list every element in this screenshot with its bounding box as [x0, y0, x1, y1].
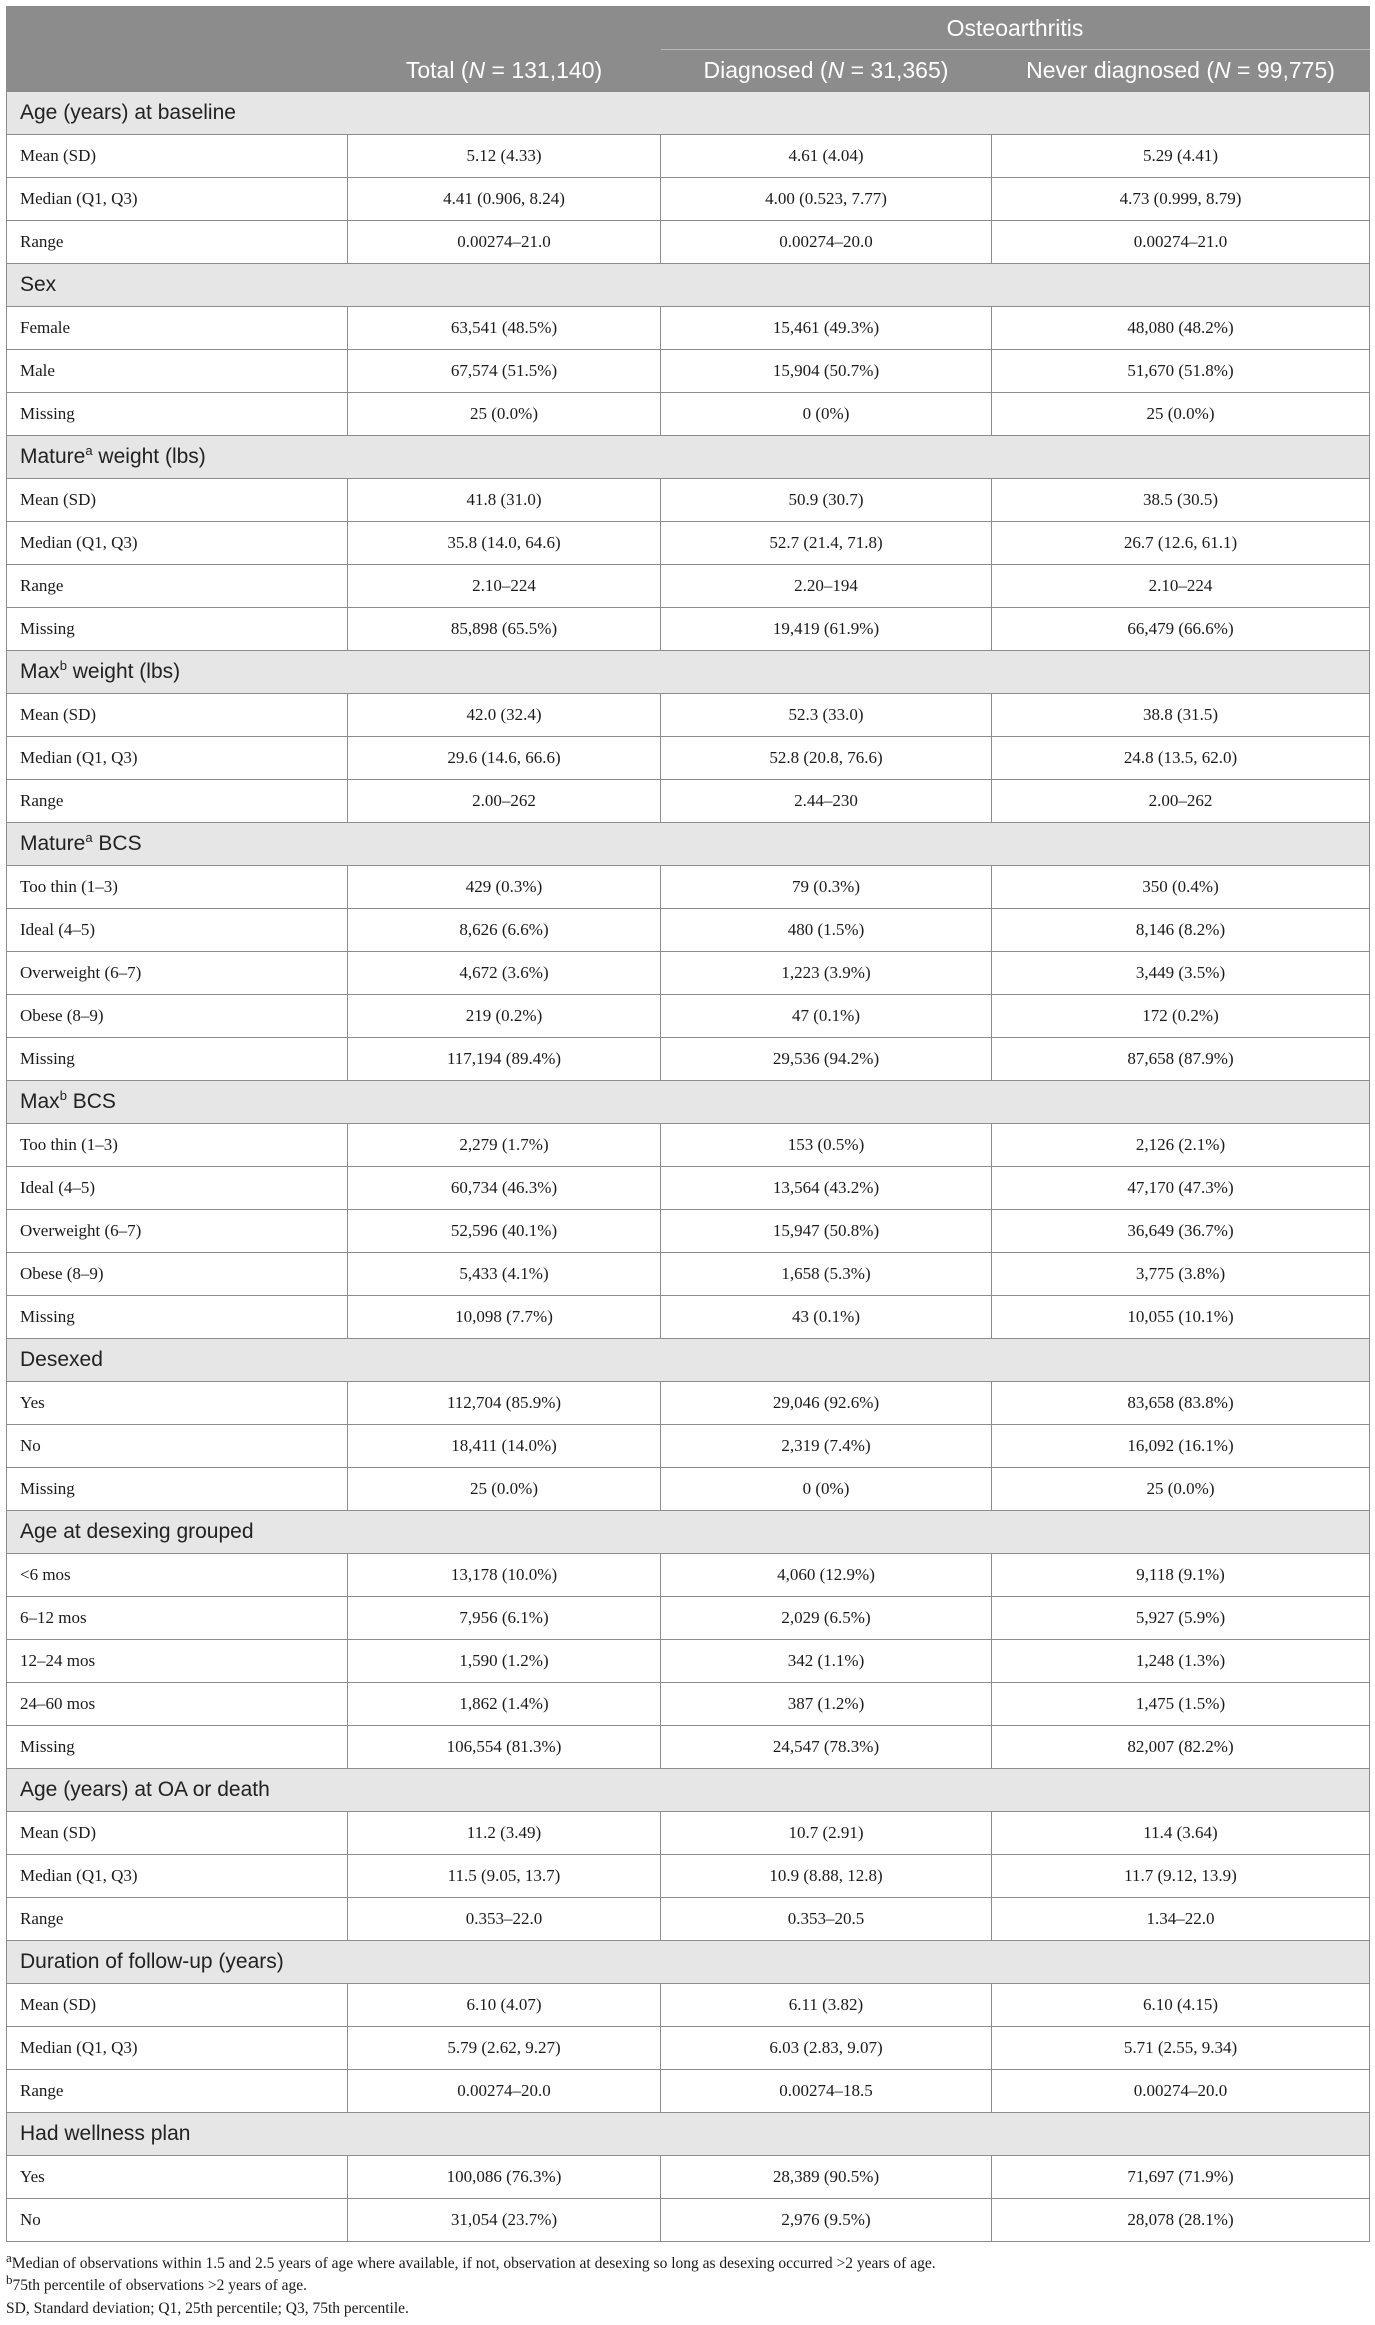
cell-diagnosed: 1,223 (3.9%): [661, 952, 992, 995]
section-header-row: [7, 1081, 1370, 1124]
cell-never-diagnosed: 38.5 (30.5): [992, 479, 1370, 522]
cell-total: 31,054 (23.7%): [348, 2199, 661, 2242]
cell-never-diagnosed: 2.00–262: [992, 780, 1370, 823]
cell-never-diagnosed: 82,007 (82.2%): [992, 1726, 1370, 1769]
section-header-row: [7, 651, 1370, 694]
section-title: [7, 651, 1370, 694]
table-row: [7, 780, 1370, 823]
section-header-row: [7, 92, 1370, 135]
cell-diagnosed: 4.00 (0.523, 7.77): [661, 178, 992, 221]
section-header-row: [7, 1511, 1370, 1554]
row-label: No: [7, 2199, 348, 2242]
header-never-diagnosed: Never diagnosed (N = 99,775): [992, 50, 1370, 92]
cell-never-diagnosed: 16,092 (16.1%): [992, 1425, 1370, 1468]
cell-diagnosed: 43 (0.1%): [661, 1296, 992, 1339]
table-row: [7, 1554, 1370, 1597]
header-total: Total (N = 131,140): [348, 50, 661, 92]
cell-diagnosed: 13,564 (43.2%): [661, 1167, 992, 1210]
footnote-abbreviations: SD, Standard deviation; Q1, 25th percentile; Q3, 75th percentile.: [6, 2300, 409, 2317]
cell-never-diagnosed: 350 (0.4%): [992, 866, 1370, 909]
cell-diagnosed: 0.00274–18.5: [661, 2070, 992, 2113]
row-label: Missing: [7, 1726, 348, 1769]
section-title-text: Desexed: [20, 1348, 103, 1371]
cell-total: 25 (0.0%): [348, 1468, 661, 1511]
cell-diagnosed: 2.44–230: [661, 780, 992, 823]
row-label: Yes: [7, 2156, 348, 2199]
table-row: [7, 2156, 1370, 2199]
cell-total: 29.6 (14.6, 66.6): [348, 737, 661, 780]
cell-never-diagnosed: 1.34–22.0: [992, 1898, 1370, 1941]
table-row: [7, 1210, 1370, 1253]
header-n-letter: N: [827, 57, 845, 83]
footnote-b-mark: b: [6, 2271, 13, 2287]
row-label: Obese (8–9): [7, 1253, 348, 1296]
section-title: [7, 823, 1370, 866]
cell-never-diagnosed: 10,055 (10.1%): [992, 1296, 1370, 1339]
row-label: Missing: [7, 1468, 348, 1511]
footnote-a: [6, 2249, 936, 2273]
cell-never-diagnosed: 4.73 (0.999, 8.79): [992, 178, 1370, 221]
section-title-rest: weight (lbs): [92, 445, 206, 468]
header-row-group: [7, 7, 1370, 50]
cell-total: 219 (0.2%): [348, 995, 661, 1038]
cell-total: 0.353–22.0: [348, 1898, 661, 1941]
cell-total: 60,734 (46.3%): [348, 1167, 661, 1210]
header-n-letter: N: [1214, 57, 1231, 83]
cell-diagnosed: 4,060 (12.9%): [661, 1554, 992, 1597]
table-row: [7, 1468, 1370, 1511]
table-row: [7, 393, 1370, 436]
cell-never-diagnosed: 87,658 (87.9%): [992, 1038, 1370, 1081]
row-label: Male: [7, 350, 348, 393]
cell-never-diagnosed: 36,649 (36.7%): [992, 1210, 1370, 1253]
row-label: Ideal (4–5): [7, 909, 348, 952]
cell-total: 2.10–224: [348, 565, 661, 608]
header-n-letter: N: [468, 57, 486, 83]
table-body: [7, 92, 1370, 2242]
cell-never-diagnosed: 3,449 (3.5%): [992, 952, 1370, 995]
footnote-b: [6, 2271, 308, 2295]
cell-diagnosed: 480 (1.5%): [661, 909, 992, 952]
cell-total: 112,704 (85.9%): [348, 1382, 661, 1425]
section-title-text: Age (years) at baseline: [20, 101, 236, 124]
footnote-b-text: 75th percentile of observations >2 years of age.: [12, 2277, 308, 2294]
section-title-text: Max: [20, 1090, 60, 1113]
row-label: Missing: [7, 1296, 348, 1339]
section-title-text: Duration of follow-up (years): [20, 1950, 284, 1973]
row-label: Mean (SD): [7, 1812, 348, 1855]
table-row: [7, 952, 1370, 995]
cell-diagnosed: 47 (0.1%): [661, 995, 992, 1038]
section-title-text: Sex: [20, 273, 57, 296]
row-label: Range: [7, 565, 348, 608]
section-header-row: [7, 823, 1370, 866]
section-header-row: [7, 436, 1370, 479]
row-label: Median (Q1, Q3): [7, 737, 348, 780]
cell-diagnosed: 153 (0.5%): [661, 1124, 992, 1167]
section-title-footnote-mark: a: [85, 443, 93, 458]
cell-total: 4.41 (0.906, 8.24): [348, 178, 661, 221]
table-row: [7, 1726, 1370, 1769]
section-title-rest: BCS: [66, 1090, 116, 1113]
header-diagnosed-n: 31,365: [870, 57, 941, 83]
row-label: <6 mos: [7, 1554, 348, 1597]
row-label: Range: [7, 1898, 348, 1941]
cell-total: 11.2 (3.49): [348, 1812, 661, 1855]
cell-total: 67,574 (51.5%): [348, 350, 661, 393]
cell-total: 2.00–262: [348, 780, 661, 823]
row-label: Female: [7, 307, 348, 350]
cell-never-diagnosed: 83,658 (83.8%): [992, 1382, 1370, 1425]
row-label: Ideal (4–5): [7, 1167, 348, 1210]
cell-total: 8,626 (6.6%): [348, 909, 661, 952]
table-row: [7, 1124, 1370, 1167]
section-header-row: [7, 1339, 1370, 1382]
cell-total: 100,086 (76.3%): [348, 2156, 661, 2199]
table-row: [7, 479, 1370, 522]
cell-total: 117,194 (89.4%): [348, 1038, 661, 1081]
cell-diagnosed: 10.9 (8.88, 12.8): [661, 1855, 992, 1898]
cell-total: 1,590 (1.2%): [348, 1640, 661, 1683]
section-title-footnote-mark: b: [59, 1088, 67, 1103]
cell-diagnosed: 2,319 (7.4%): [661, 1425, 992, 1468]
cell-never-diagnosed: 2.10–224: [992, 565, 1370, 608]
row-label: Obese (8–9): [7, 995, 348, 1038]
section-title: [7, 1941, 1370, 1984]
cell-never-diagnosed: 24.8 (13.5, 62.0): [992, 737, 1370, 780]
table-row: [7, 694, 1370, 737]
cell-never-diagnosed: 3,775 (3.8%): [992, 1253, 1370, 1296]
cell-never-diagnosed: 1,475 (1.5%): [992, 1683, 1370, 1726]
table-row: [7, 2199, 1370, 2242]
cell-never-diagnosed: 9,118 (9.1%): [992, 1554, 1370, 1597]
cell-diagnosed: 15,947 (50.8%): [661, 1210, 992, 1253]
cell-total: 42.0 (32.4): [348, 694, 661, 737]
header-equals: =: [485, 57, 512, 83]
cell-total: 25 (0.0%): [348, 393, 661, 436]
header-row-columns: [7, 50, 1370, 92]
cell-total: 13,178 (10.0%): [348, 1554, 661, 1597]
row-label: 24–60 mos: [7, 1683, 348, 1726]
cell-diagnosed: 0.353–20.5: [661, 1898, 992, 1941]
table-header: [7, 7, 1370, 92]
table-row: [7, 178, 1370, 221]
table-row: [7, 522, 1370, 565]
table-row: [7, 1640, 1370, 1683]
cell-total: 5.12 (4.33): [348, 135, 661, 178]
row-label: Median (Q1, Q3): [7, 2027, 348, 2070]
header-diagnosed-label: Diagnosed: [703, 57, 814, 83]
section-title: [7, 1081, 1370, 1124]
section-title: [7, 264, 1370, 307]
cell-total: 2,279 (1.7%): [348, 1124, 661, 1167]
table-row: [7, 1253, 1370, 1296]
cell-total: 35.8 (14.0, 64.6): [348, 522, 661, 565]
section-title: [7, 436, 1370, 479]
table-row: [7, 909, 1370, 952]
row-label: No: [7, 1425, 348, 1468]
cell-diagnosed: 0.00274–20.0: [661, 221, 992, 264]
row-label: Mean (SD): [7, 694, 348, 737]
cell-never-diagnosed: 11.7 (9.12, 13.9): [992, 1855, 1370, 1898]
cell-total: 106,554 (81.3%): [348, 1726, 661, 1769]
section-title: [7, 1769, 1370, 1812]
footnote-a-text: Median of observations within 1.5 and 2.5 years of age where available, if not, observation at desexing so long as desexing occurred >2 years of age.: [11, 2255, 936, 2272]
header-equals: =: [1230, 57, 1257, 83]
cell-diagnosed: 6.03 (2.83, 9.07): [661, 2027, 992, 2070]
cell-diagnosed: 342 (1.1%): [661, 1640, 992, 1683]
row-label: Median (Q1, Q3): [7, 178, 348, 221]
cell-diagnosed: 2.20–194: [661, 565, 992, 608]
cell-diagnosed: 52.3 (33.0): [661, 694, 992, 737]
row-label: Missing: [7, 608, 348, 651]
row-label: Median (Q1, Q3): [7, 1855, 348, 1898]
row-label: Too thin (1–3): [7, 866, 348, 909]
table-row: [7, 1296, 1370, 1339]
cell-total: 0.00274–20.0: [348, 2070, 661, 2113]
cell-diagnosed: 29,046 (92.6%): [661, 1382, 992, 1425]
cell-diagnosed: 10.7 (2.91): [661, 1812, 992, 1855]
section-title-text: Max: [20, 660, 60, 683]
cell-never-diagnosed: 2,126 (2.1%): [992, 1124, 1370, 1167]
cell-total: 5,433 (4.1%): [348, 1253, 661, 1296]
section-title-text: Mature: [20, 832, 86, 855]
cell-never-diagnosed: 172 (0.2%): [992, 995, 1370, 1038]
table-row: [7, 1898, 1370, 1941]
row-label: Mean (SD): [7, 479, 348, 522]
table-row: [7, 1683, 1370, 1726]
section-title-text: Age (years) at OA or death: [20, 1778, 270, 1801]
table-row: [7, 2070, 1370, 2113]
data-table-container: [6, 6, 1369, 2242]
cell-never-diagnosed: 1,248 (1.3%): [992, 1640, 1370, 1683]
row-label: Median (Q1, Q3): [7, 522, 348, 565]
row-label: Missing: [7, 1038, 348, 1081]
cell-never-diagnosed: 26.7 (12.6, 61.1): [992, 522, 1370, 565]
cell-never-diagnosed: 25 (0.0%): [992, 1468, 1370, 1511]
cell-never-diagnosed: 51,670 (51.8%): [992, 350, 1370, 393]
row-label: Mean (SD): [7, 135, 348, 178]
table-row: [7, 1167, 1370, 1210]
section-header-row: [7, 1941, 1370, 1984]
table-row: [7, 1425, 1370, 1468]
cell-never-diagnosed: 0.00274–20.0: [992, 2070, 1370, 2113]
osteoarthritis-baseline-table: [6, 6, 1370, 2242]
cell-total: 4,672 (3.6%): [348, 952, 661, 995]
cell-total: 85,898 (65.5%): [348, 608, 661, 651]
row-label: Yes: [7, 1382, 348, 1425]
section-title-text: Age at desexing grouped: [20, 1520, 254, 1543]
cell-never-diagnosed: 71,697 (71.9%): [992, 2156, 1370, 2199]
cell-total: 52,596 (40.1%): [348, 1210, 661, 1253]
table-row: [7, 1984, 1370, 2027]
cell-total: 5.79 (2.62, 9.27): [348, 2027, 661, 2070]
table-row: [7, 307, 1370, 350]
header-empty-cell: [7, 50, 348, 92]
cell-never-diagnosed: 0.00274–21.0: [992, 221, 1370, 264]
cell-total: 11.5 (9.05, 13.7): [348, 1855, 661, 1898]
cell-diagnosed: 2,976 (9.5%): [661, 2199, 992, 2242]
section-title-text: Had wellness plan: [20, 2122, 191, 2145]
table-row: [7, 350, 1370, 393]
section-title-rest: weight (lbs): [66, 660, 181, 683]
table-row: [7, 565, 1370, 608]
table-row: [7, 995, 1370, 1038]
table-row: [7, 1855, 1370, 1898]
cell-never-diagnosed: 38.8 (31.5): [992, 694, 1370, 737]
header-never-n: 99,775: [1256, 57, 1328, 83]
row-label: Mean (SD): [7, 1984, 348, 2027]
cell-total: 41.8 (31.0): [348, 479, 661, 522]
cell-diagnosed: 1,658 (5.3%): [661, 1253, 992, 1296]
table-row: [7, 1382, 1370, 1425]
cell-diagnosed: 387 (1.2%): [661, 1683, 992, 1726]
cell-never-diagnosed: 47,170 (47.3%): [992, 1167, 1370, 1210]
row-label: Range: [7, 221, 348, 264]
cell-never-diagnosed: 11.4 (3.64): [992, 1812, 1370, 1855]
section-title-footnote-mark: b: [59, 658, 67, 673]
header-empty-cell: [7, 7, 348, 50]
table-row: [7, 737, 1370, 780]
cell-total: 0.00274–21.0: [348, 221, 661, 264]
section-title: [7, 1511, 1370, 1554]
row-label: 6–12 mos: [7, 1597, 348, 1640]
cell-diagnosed: 52.8 (20.8, 76.6): [661, 737, 992, 780]
table-row: [7, 866, 1370, 909]
cell-diagnosed: 28,389 (90.5%): [661, 2156, 992, 2199]
cell-diagnosed: 24,547 (78.3%): [661, 1726, 992, 1769]
cell-diagnosed: 15,461 (49.3%): [661, 307, 992, 350]
table-row: [7, 1812, 1370, 1855]
table-row: [7, 608, 1370, 651]
table-row: [7, 2027, 1370, 2070]
cell-diagnosed: 0 (0%): [661, 1468, 992, 1511]
header-total-n: 131,140: [511, 57, 595, 83]
row-label: Range: [7, 780, 348, 823]
header-total-label: Total: [405, 57, 455, 83]
cell-total: 10,098 (7.7%): [348, 1296, 661, 1339]
header-diagnosed: Diagnosed (N = 31,365): [661, 50, 992, 92]
cell-diagnosed: 19,419 (61.9%): [661, 608, 992, 651]
cell-diagnosed: 2,029 (6.5%): [661, 1597, 992, 1640]
section-title-rest: BCS: [92, 832, 142, 855]
cell-diagnosed: 15,904 (50.7%): [661, 350, 992, 393]
section-title-footnote-mark: a: [85, 830, 93, 845]
cell-total: 18,411 (14.0%): [348, 1425, 661, 1468]
cell-never-diagnosed: 48,080 (48.2%): [992, 307, 1370, 350]
cell-never-diagnosed: 5,927 (5.9%): [992, 1597, 1370, 1640]
header-osteoarthritis: Osteoarthritis: [661, 7, 1370, 50]
cell-diagnosed: 50.9 (30.7): [661, 479, 992, 522]
table-row: [7, 221, 1370, 264]
cell-diagnosed: 29,536 (94.2%): [661, 1038, 992, 1081]
row-label: Range: [7, 2070, 348, 2113]
section-header-row: [7, 264, 1370, 307]
row-label: 12–24 mos: [7, 1640, 348, 1683]
row-label: Overweight (6–7): [7, 1210, 348, 1253]
section-header-row: [7, 2113, 1370, 2156]
cell-total: 429 (0.3%): [348, 866, 661, 909]
table-row: [7, 1038, 1370, 1081]
header-empty-cell: [348, 7, 661, 50]
section-title-text: Mature: [20, 445, 86, 468]
table-row: [7, 135, 1370, 178]
section-title: [7, 92, 1370, 135]
cell-total: 6.10 (4.07): [348, 1984, 661, 2027]
cell-total: 63,541 (48.5%): [348, 307, 661, 350]
cell-total: 7,956 (6.1%): [348, 1597, 661, 1640]
cell-never-diagnosed: 5.71 (2.55, 9.34): [992, 2027, 1370, 2070]
cell-never-diagnosed: 25 (0.0%): [992, 393, 1370, 436]
row-label: Too thin (1–3): [7, 1124, 348, 1167]
section-title: [7, 2113, 1370, 2156]
row-label: Missing: [7, 393, 348, 436]
header-never-label: Never diagnosed: [1026, 57, 1200, 83]
cell-total: 1,862 (1.4%): [348, 1683, 661, 1726]
cell-diagnosed: 52.7 (21.4, 71.8): [661, 522, 992, 565]
header-equals: =: [844, 57, 871, 83]
cell-diagnosed: 4.61 (4.04): [661, 135, 992, 178]
section-header-row: [7, 1769, 1370, 1812]
cell-never-diagnosed: 66,479 (66.6%): [992, 608, 1370, 651]
cell-diagnosed: 79 (0.3%): [661, 866, 992, 909]
cell-never-diagnosed: 28,078 (28.1%): [992, 2199, 1370, 2242]
row-label: Overweight (6–7): [7, 952, 348, 995]
cell-diagnosed: 6.11 (3.82): [661, 1984, 992, 2027]
table-row: [7, 1597, 1370, 1640]
section-title: [7, 1339, 1370, 1382]
cell-diagnosed: 0 (0%): [661, 393, 992, 436]
cell-never-diagnosed: 5.29 (4.41): [992, 135, 1370, 178]
footnote-a-mark: a: [6, 2249, 12, 2265]
cell-never-diagnosed: 6.10 (4.15): [992, 1984, 1370, 2027]
cell-never-diagnosed: 8,146 (8.2%): [992, 909, 1370, 952]
